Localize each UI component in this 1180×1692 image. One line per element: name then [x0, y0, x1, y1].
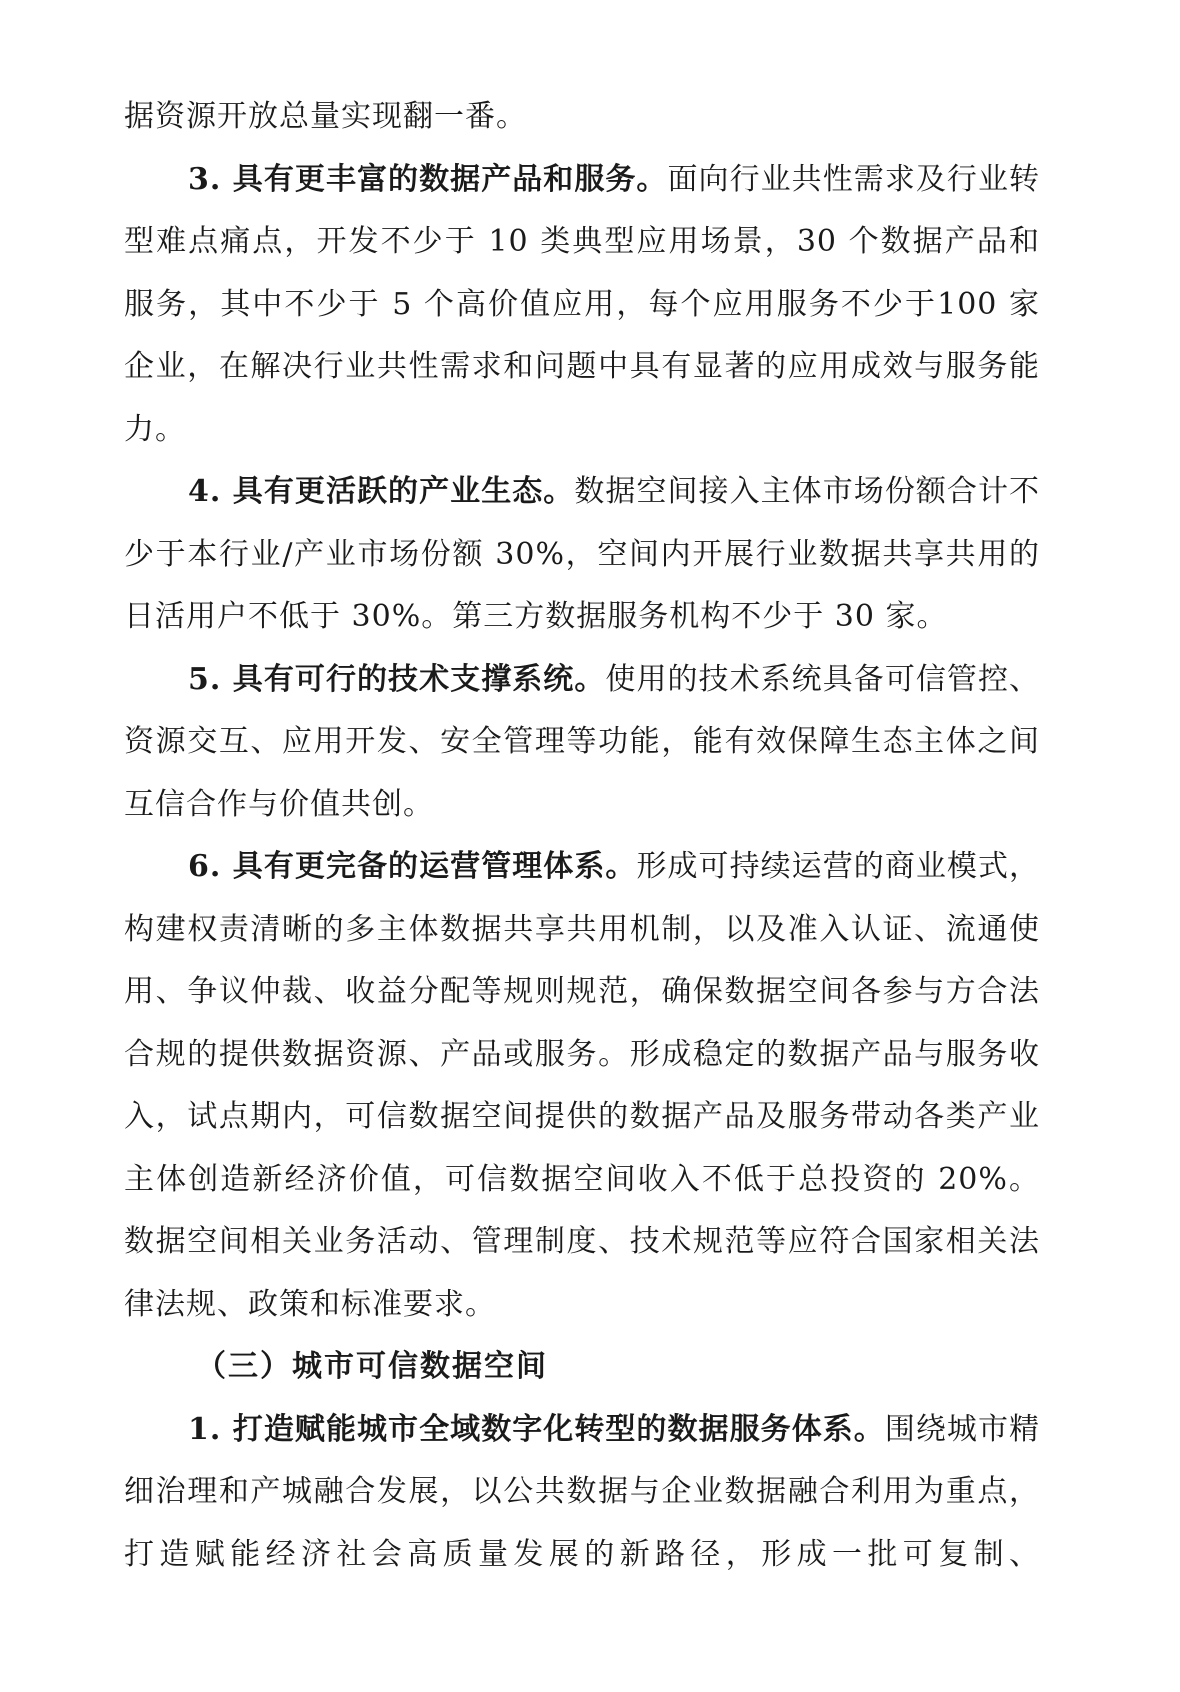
- section-heading: （三）城市可信数据空间: [196, 1349, 548, 1384]
- paragraph-lead: 4. 具有更活跃的产业生态。: [188, 474, 575, 509]
- paragraph-item-6: [124, 836, 1040, 1336]
- paragraph-lead: 3. 具有更丰富的数据产品和服务。: [188, 161, 668, 197]
- paragraph-lead: 5. 具有可行的技术支撑系统。: [188, 661, 606, 697]
- paragraph-text: 面向行业共性需求及行业转型难点痛点，开发不少于 10 类典型应用场景，30 个数据产品和服务，其中不少于 5 个高价值应用，每个应用服务不少于100 家企业，在解决行业共性需求和问题中具有显著的应用成效与服务能力。: [124, 161, 1041, 447]
- paragraph-text: 数据空间接入主体市场份额合计不少于本行业/产业市场份额 30%，空间内开展行业数据共享共用的日活用户不低于 30%。第三方数据服务机构不少于 30 家。: [124, 474, 1041, 634]
- paragraph-item-5: [124, 649, 1040, 837]
- paragraph-continuation: [124, 86, 1040, 149]
- paragraph-text: 据资源开放总量实现翻一番。: [124, 99, 527, 134]
- paragraph-city-item-1: [124, 1399, 1040, 1587]
- paragraph-text: 形成可持续运营的商业模式，构建权责清晰的多主体数据共享共用机制，以及准入认证、流通使用、争议仲裁、收益分配等规则规范，确保数据空间各参与方合法合规的提供数据资源、产品或服务。形成稳定的数据产品与服务收入，试点期内，可信数据空间提供的数据产品及服务带动各类产业主体创造新经济价值，可信数据空间收入不低于总投资的 20%。数据空间相关业务活动、管理制度、技术规范等应符合国家相关法律法规、政策和标准要求。: [124, 849, 1041, 1322]
- paragraph-lead: 1. 打造赋能城市全域数字化转型的数据服务体系。: [188, 1411, 885, 1447]
- paragraph-lead: 6. 具有更完备的运营管理体系。: [188, 849, 637, 884]
- paragraph-text: 使用的技术系统具备可信管控、资源交互、应用开发、安全管理等功能，能有效保障生态主体之间互信合作与价值共创。: [124, 661, 1041, 822]
- document-page: [124, 86, 1040, 1586]
- paragraph-item-3: [124, 149, 1040, 462]
- paragraph-item-4: [124, 461, 1040, 649]
- paragraph-text: 围绕城市精细治理和产城融合发展，以公共数据与企业数据融合利用为重点，打造赋能经济社会高质量发展的新路径，形成一批可复制、: [124, 1411, 1041, 1572]
